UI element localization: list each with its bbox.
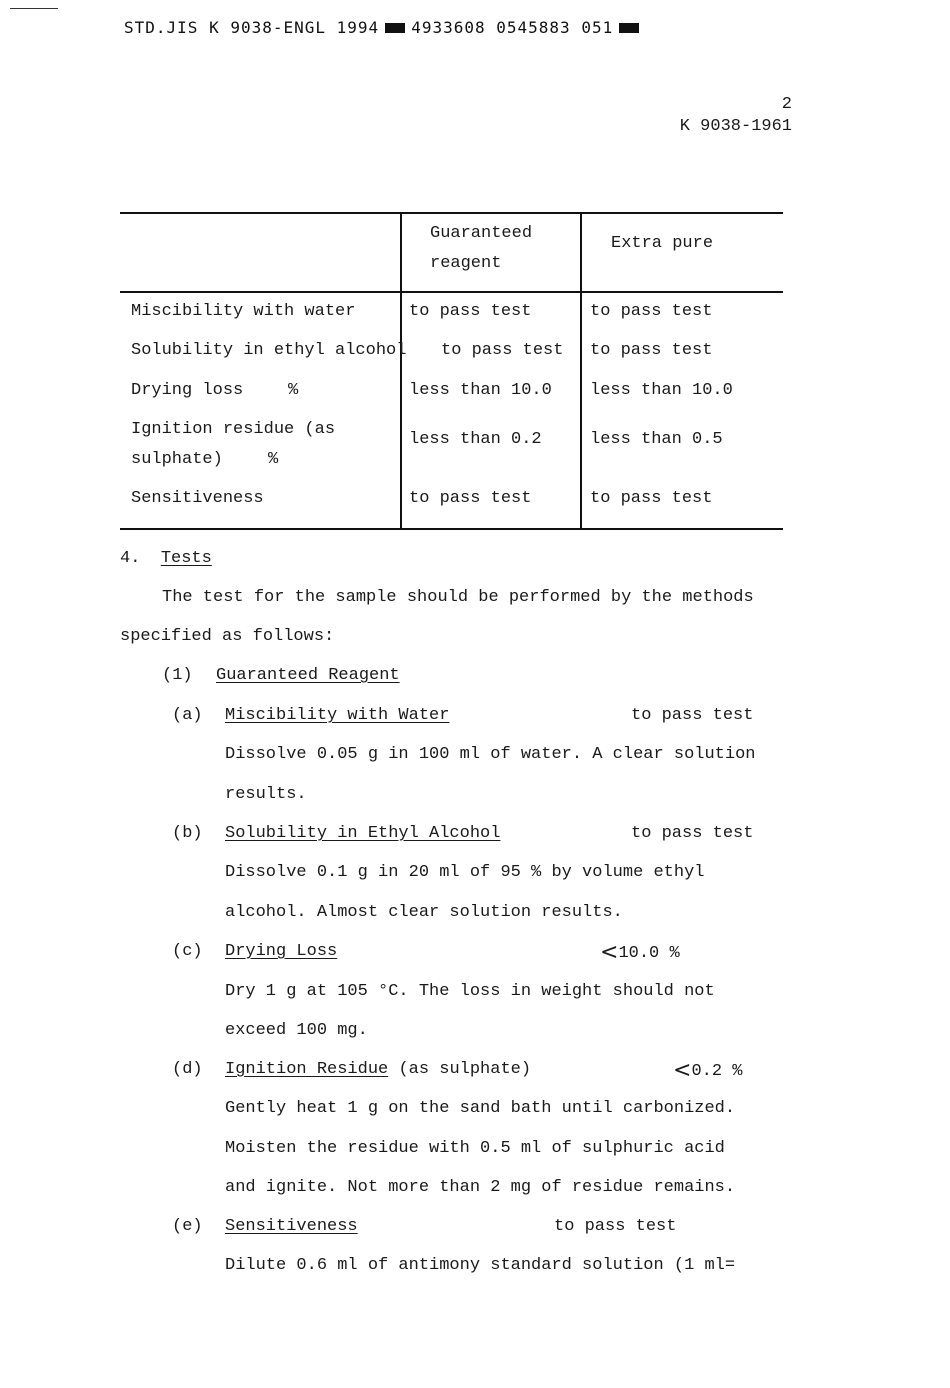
- col-header-guaranteed-line2: reagent: [430, 254, 502, 273]
- table-row-guaranteed: to pass test: [409, 489, 532, 508]
- col-header-extra: Extra pure: [611, 234, 714, 253]
- table-row-guaranteed: less than 10.0: [409, 381, 552, 400]
- test-item-text: Dissolve 0.1 g in 20 ml of 95 % by volume ethyl: [225, 863, 705, 882]
- table-row-item: Miscibility with water: [131, 302, 356, 321]
- table-header-rule: [120, 291, 783, 293]
- table-col-divider: [400, 212, 402, 530]
- redaction-block: [619, 23, 639, 33]
- table-row-guaranteed: less than 0.2: [409, 430, 542, 449]
- table-top-rule: [120, 212, 783, 214]
- table-row-extra: to pass test: [590, 302, 713, 321]
- section-title: Tests: [160, 549, 212, 568]
- test-item-label: (b): [172, 824, 203, 843]
- document-header: [124, 18, 645, 37]
- test-item-label: (e): [172, 1217, 203, 1236]
- subsection-number: (1): [162, 666, 193, 685]
- table-row-item-line2: sulphate): [131, 450, 223, 469]
- test-item-requirement: <0.2 %: [673, 1058, 743, 1083]
- subsection-title: Guaranteed Reagent: [216, 666, 400, 685]
- test-item-label: (a): [172, 706, 203, 725]
- test-item-text: Gently heat 1 g on the sand bath until carbonized.: [225, 1099, 736, 1118]
- test-item-title: Sensitiveness: [225, 1217, 358, 1236]
- section-intro-line: The test for the sample should be performed by the methods: [162, 588, 754, 607]
- table-row-item: Ignition residue (as: [131, 420, 336, 439]
- less-than-symbol: <: [673, 1058, 692, 1083]
- table-row-item: Drying loss: [131, 381, 244, 400]
- test-item-text: exceed 100 mg.: [225, 1021, 368, 1040]
- test-item-title-extra: (as sulphate): [398, 1060, 532, 1079]
- doc-id: K 9038-1961: [679, 117, 792, 136]
- test-item-text: Dilute 0.6 ml of antimony standard solution (1 ml=: [225, 1256, 736, 1275]
- test-item-title: Ignition Residue: [225, 1060, 389, 1079]
- test-item-text: Dissolve 0.05 g in 100 ml of water. A clear solution: [225, 745, 756, 764]
- test-item-requirement: to pass test: [631, 706, 754, 725]
- table-row-extra: to pass test: [590, 489, 713, 508]
- table-row-item: Solubility in ethyl alcohol: [131, 341, 407, 360]
- test-item-title: Drying Loss: [225, 942, 338, 961]
- test-item-label: (c): [172, 942, 203, 961]
- test-item-text: results.: [225, 785, 307, 804]
- test-item-text: alcohol. Almost clear solution results.: [225, 903, 623, 922]
- section-number: 4.: [120, 549, 141, 568]
- test-item-requirement: to pass test: [631, 824, 754, 843]
- table-bottom-rule: [120, 528, 783, 530]
- table-row-extra: less than 0.5: [590, 430, 723, 449]
- less-than-symbol: <: [600, 940, 619, 965]
- table-row-guaranteed: to pass test: [441, 341, 564, 360]
- table-row-guaranteed: to pass test: [409, 302, 532, 321]
- test-item-requirement: to pass test: [554, 1217, 677, 1236]
- test-item-title-group: [225, 1060, 531, 1079]
- section-heading: [120, 549, 212, 568]
- table-row-unit: %: [288, 381, 299, 400]
- col-header-guaranteed: Guaranteed: [430, 224, 533, 243]
- test-item-requirement: <10.0 %: [600, 940, 680, 965]
- redaction-block: [385, 23, 405, 33]
- scan-mark-line: [10, 8, 58, 9]
- table-row-extra: less than 10.0: [590, 381, 733, 400]
- table-col-divider: [580, 212, 582, 530]
- table-row-unit: %: [268, 450, 279, 469]
- section-intro-line: specified as follows:: [120, 627, 335, 646]
- test-item-text: Moisten the residue with 0.5 ml of sulphuric acid: [225, 1139, 725, 1158]
- spec-table: [120, 212, 783, 530]
- test-item-title: Solubility in Ethyl Alcohol: [225, 824, 501, 843]
- test-item-text: and ignite. Not more than 2 mg of residue remains.: [225, 1178, 736, 1197]
- test-item-label: (d): [172, 1060, 203, 1079]
- page-number: 2: [781, 95, 792, 114]
- table-row-extra: to pass test: [590, 341, 713, 360]
- header-left-code: STD.JIS K 9038-ENGL 1994: [124, 18, 380, 37]
- test-item-title: Miscibility with Water: [225, 706, 450, 725]
- header-right-code: 4933608 0545883 051: [411, 18, 614, 37]
- table-row-item: Sensitiveness: [131, 489, 264, 508]
- test-item-text: Dry 1 g at 105 °C. The loss in weight should not: [225, 982, 715, 1001]
